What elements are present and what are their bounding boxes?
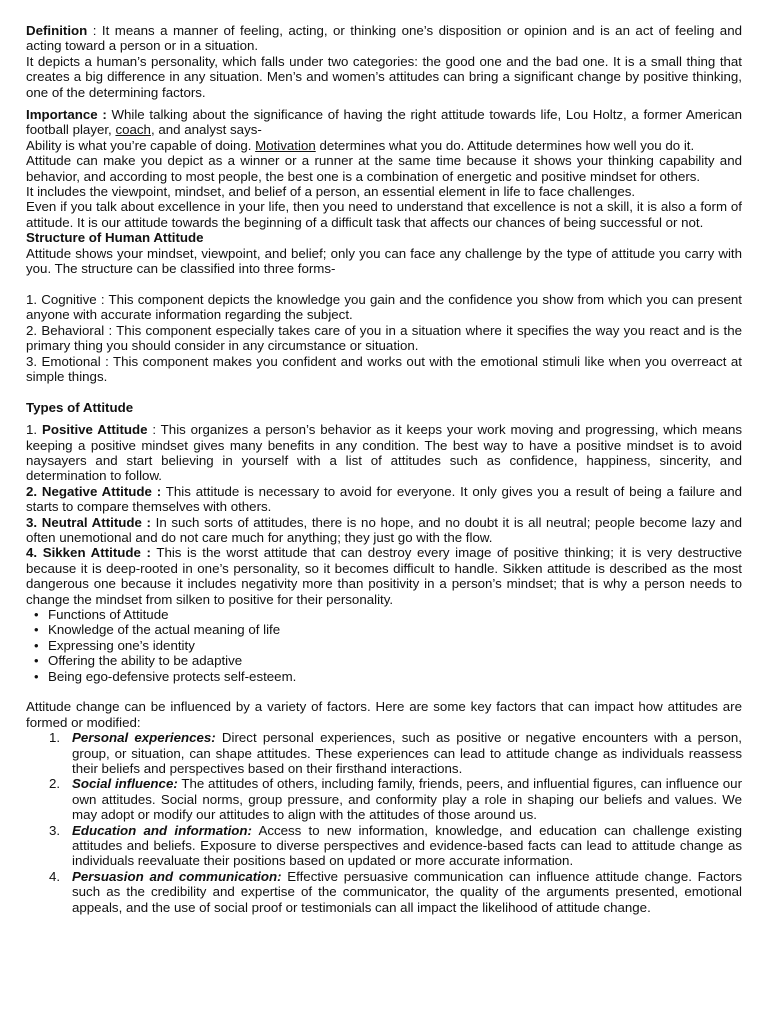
structure-heading: Structure of Human Attitude: [26, 230, 204, 246]
definition-label: Definition: [26, 23, 88, 38]
type-negative: 2. Negative Attitude : This attitude is necessary to avoid for everyone. It only gives you a result of being a failure and starts to compare themselves with others.: [26, 483, 742, 515]
type-sikken: 4. Sikken Attitude : This is the worst attitude that can destroy every image of positive thinking; it is very destructive because it is deep-rooted in one’s personality, so it becomes difficult to handle. Sikken attitude is described as the most dangerous one because it includes negativity more than positivity in a person’s mindset; that is why a person needs to change the mindset from silken to positive for their personality.: [26, 545, 742, 607]
structure-item: 2. Behavioral : This component especially takes care of you in a situation where it specifies the way you react and is the primary thing you should consider in any circumstance or situation.: [26, 322, 742, 354]
list-item: • Expressing one’s identity: [48, 638, 742, 653]
functions-list: [26, 607, 742, 684]
list-item: • Functions of Attitude: [48, 607, 742, 622]
coach-link[interactable]: coach: [115, 122, 151, 138]
type-positive: 1. Positive Attitude : This organizes a person’s behavior as it keeps your work moving and progressing, which means keeping a positive mindset gives many benefits in any condition. The best way to have a positive mindset is to avoid naysayers and start believing in yourself with a list of attitudes such as confidence, happiness, sincerity, and determination to follow.: [26, 422, 743, 484]
types-heading: Types of Attitude: [26, 399, 134, 415]
importance-paragraph-3: It includes the viewpoint, mindset, and belief of a person, an essential element in life to face challenges.: [26, 184, 636, 200]
factors-list: [26, 730, 742, 915]
type-neutral: 3. Neutral Attitude : In such sorts of attitudes, there is no hope, and no doubt it is all neutral; people become lazy and often unemotional and do not care much for anything; they just go with the flow.: [26, 514, 743, 545]
importance-paragraph-2: Attitude can make you depict as a winner or a runner at the same time because it shows your thinking capability and behavior, and according to most people, the best one is a combination of energetic and positive mindset for others.: [26, 153, 742, 184]
motivation-link[interactable]: Motivation: [255, 137, 316, 153]
quote-paragraph: Ability is what you’re capable of doing. Motivation determines what you do. Attitude determines how well you do it.: [26, 137, 695, 153]
factor-item: 2. Social influence: The attitudes of others, including family, friends, peers, and influential figures, can influence our own attitudes. Social norms, group pressure, and conformity play a role in shaping our beliefs and values. We may adopt or modify our attitudes to align with the attitudes of those around us.: [49, 776, 742, 823]
factor-item: 4. Persuasion and communication: Effective persuasive communication can influence attitude change. Factors such as the credibility and expertise of the communicator, the quality of the arguments presented, emotional appeals, and the use of social proof or testimonials can all impact the likelihood of attitude change.: [49, 868, 742, 915]
definition-text: It means a manner of feeling, acting, or thinking one’s disposition or opinion and is an act of feeling and acting toward a person or in a situation.: [26, 23, 742, 54]
list-item: • Offering the ability to be adaptive: [48, 653, 742, 668]
definition-paragraph-2: It depicts a human’s personality, which falls under two categories: the good one and the bad one. It is a small thing that creates a big difference in any situation. Men’s and women’s attitudes can bring a significant change by positive thinking, one of the determining factors.: [26, 53, 742, 100]
definition-paragraph: Definition : It means a manner of feeling, acting, or thinking one’s disposition or opinion and is an act of feeling and acting toward a person or in a situation.: [26, 23, 742, 54]
importance-paragraph-4: Even if you talk about excellence in your life, then you need to understand that excellence is not a skill, it is also a form of attitude. It is our attitude towards the beginning of a difficult task that affects our chances of being successful or not.: [26, 199, 742, 230]
structure-item: 3. Emotional : This component makes you confident and works out with the emotional stimuli like when you overreact at simple things.: [26, 353, 742, 384]
change-intro: Attitude change can be influenced by a variety of factors. Here are some key factors that can impact how attitudes are formed or modified:: [26, 699, 742, 730]
factor-item: 3. Education and information: Access to new information, knowledge, and education can challenge existing attitudes and beliefs. Exposure to diverse perspectives and evidence-based facts can lead to attitude change as individuals reevaluate their positions based on updated or more accurate information.: [49, 822, 743, 869]
structure-item: 1. Cognitive : This component depicts the knowledge you gain and the confidence you show from which you can present anyone with accurate information regarding the subject.: [26, 291, 742, 323]
structure-intro: Attitude shows your mindset, viewpoint, and belief; only you can face any challenge by the type of attitude you carry with you. The structure can be classified into three forms-: [26, 245, 742, 277]
factor-item: 1. Personal experiences: Direct personal experiences, such as positive or negative encounters with a person, group, or situation, can shape attitudes. These experiences can lead to attitude change as individuals reassess their beliefs and perspectives based on their firsthand interactions.: [49, 730, 742, 777]
importance-paragraph: Importance : While talking about the significance of having the right attitude towards life, Lou Holtz, a former American football player, coach, and analyst says-: [26, 107, 742, 138]
importance-label: Importance :: [26, 107, 107, 123]
list-item: • Being ego-defensive protects self-esteem.: [48, 669, 742, 684]
list-item: • Knowledge of the actual meaning of life: [48, 622, 742, 637]
